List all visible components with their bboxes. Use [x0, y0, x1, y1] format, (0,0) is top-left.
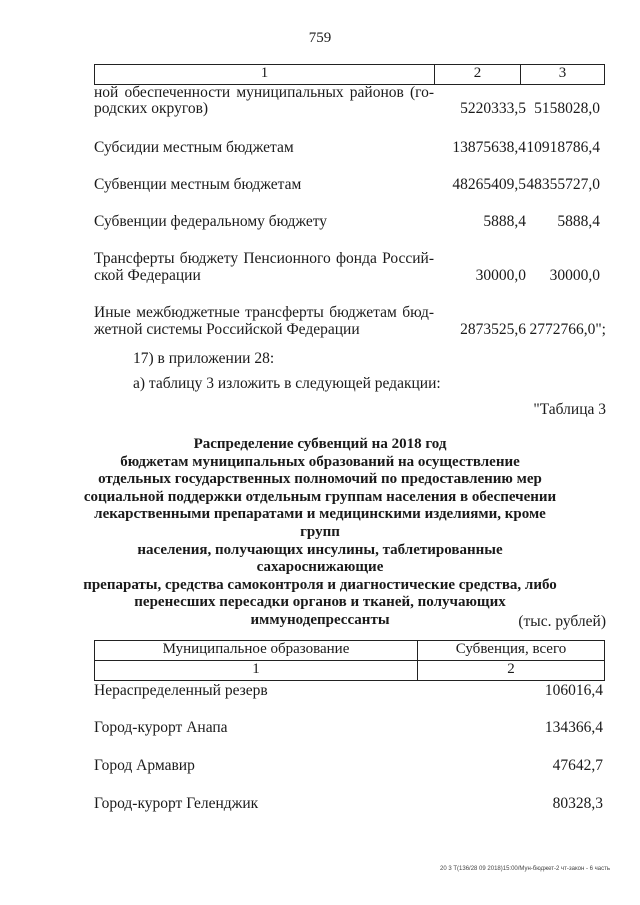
- top-row-4-line-0: Трансферты бюджету Пенсионного фонда Россий-: [94, 250, 434, 267]
- title-line-5: населения, получающих инсулины, таблетированные сахароснижающие: [137, 541, 503, 576]
- bottom-table-rule-right: [604, 640, 605, 681]
- bottom-table-header-col1: Муниципальное образование: [162, 641, 350, 657]
- title-line-0: Распределение субвенций на 2018 год: [193, 436, 447, 452]
- top-row-2-col3: 48355727,0: [526, 176, 600, 193]
- table-title: [80, 436, 560, 630]
- top-row-3-col2: 5888,4: [483, 213, 526, 230]
- paragraph-17: 17) в приложении 28:: [133, 350, 275, 367]
- top-row-0-col2: 5220333,5: [460, 100, 526, 117]
- bottom-row-2-name: Город Армавир: [94, 757, 195, 774]
- footer-stamp: 20 3 Т(136/28 09 2018)15:00/Мун-бюджет-2 чт-закон - 6 часть: [440, 866, 610, 872]
- top-row-1-col3: 10918786,4: [526, 139, 600, 156]
- top-row-0-line-1: родских округов): [94, 100, 209, 117]
- bottom-table-header-col2: Субвенция, всего: [455, 641, 567, 657]
- paragraph-a: а) таблицу 3 изложить в следующей редакции:: [133, 375, 441, 392]
- top-row-0-line-0: ной обеспеченности муниципальных районов (го-: [94, 84, 434, 101]
- title-line-2: отдельных государственных полномочий по предоставлению мер: [98, 471, 542, 488]
- page-number: 759: [308, 30, 332, 46]
- top-row-2-col2: 48265409,5: [452, 176, 526, 193]
- top-table-header-col2: 2: [473, 65, 482, 81]
- bottom-row-0-name: Нераспределенный резерв: [94, 682, 268, 699]
- title-line-8: иммунодепрессанты: [250, 611, 390, 628]
- top-row-1-line-0: Субсидии местным бюджетам: [94, 139, 294, 156]
- top-row-3-col3: 5888,4: [557, 213, 600, 230]
- title-line-6: препараты, средства самоконтроля и диагностические средства, либо: [83, 576, 557, 593]
- title-line-3: социальной поддержки отдельным группам населения в обеспечении: [83, 488, 557, 505]
- top-row-4-col3: 30000,0: [549, 267, 600, 284]
- title-line-1: бюджетам муниципальных образований на осуществление: [120, 453, 520, 470]
- top-row-1-col2: 13875638,4: [452, 139, 526, 156]
- top-table-rule-right: [604, 64, 605, 85]
- top-row-5-line-0: Иные межбюджетные трансферты бюджетам бюд-: [94, 304, 434, 321]
- top-row-3-line-0: Субвенции федеральному бюджету: [94, 213, 328, 230]
- top-row-5-col3: 2772766,0";: [529, 321, 606, 338]
- top-row-4-line-1: ской Федерации: [94, 267, 201, 284]
- top-row-2-line-0: Субвенции местным бюджетам: [94, 176, 302, 193]
- bottom-row-1-name: Город-курорт Анапа: [94, 719, 228, 736]
- bottom-table-subheader-col2: 2: [507, 661, 515, 677]
- bottom-row-1-value: 134366,4: [544, 719, 603, 736]
- bottom-table-subheader-col1: 1: [252, 661, 260, 677]
- bottom-row-0-value: 106016,4: [544, 682, 603, 699]
- top-table-header-col3: 3: [558, 65, 567, 81]
- top-table-header-col1: 1: [260, 65, 269, 81]
- top-row-4-col2: 30000,0: [475, 267, 526, 284]
- title-line-7: перенесших пересадки органов и тканей, получающих: [134, 594, 506, 611]
- bottom-row-3-value: 80328,3: [552, 795, 603, 812]
- bottom-row-2-value: 47642,7: [552, 757, 603, 774]
- top-row-5-line-1: жетной системы Российской Федерации: [94, 321, 360, 338]
- unit-label: (тыс. рублей): [518, 613, 606, 630]
- title-line-4: лекарственными препаратами и медицинскими изделиями, кроме групп: [94, 506, 546, 540]
- bottom-row-3-name: Город-курорт Геленджик: [94, 795, 259, 812]
- bottom-table-rule-bottom: [94, 680, 605, 681]
- top-row-0-col3: 5158028,0: [534, 100, 600, 117]
- top-row-5-col2: 2873525,6: [460, 321, 526, 338]
- table-reference: "Таблица 3: [533, 401, 606, 418]
